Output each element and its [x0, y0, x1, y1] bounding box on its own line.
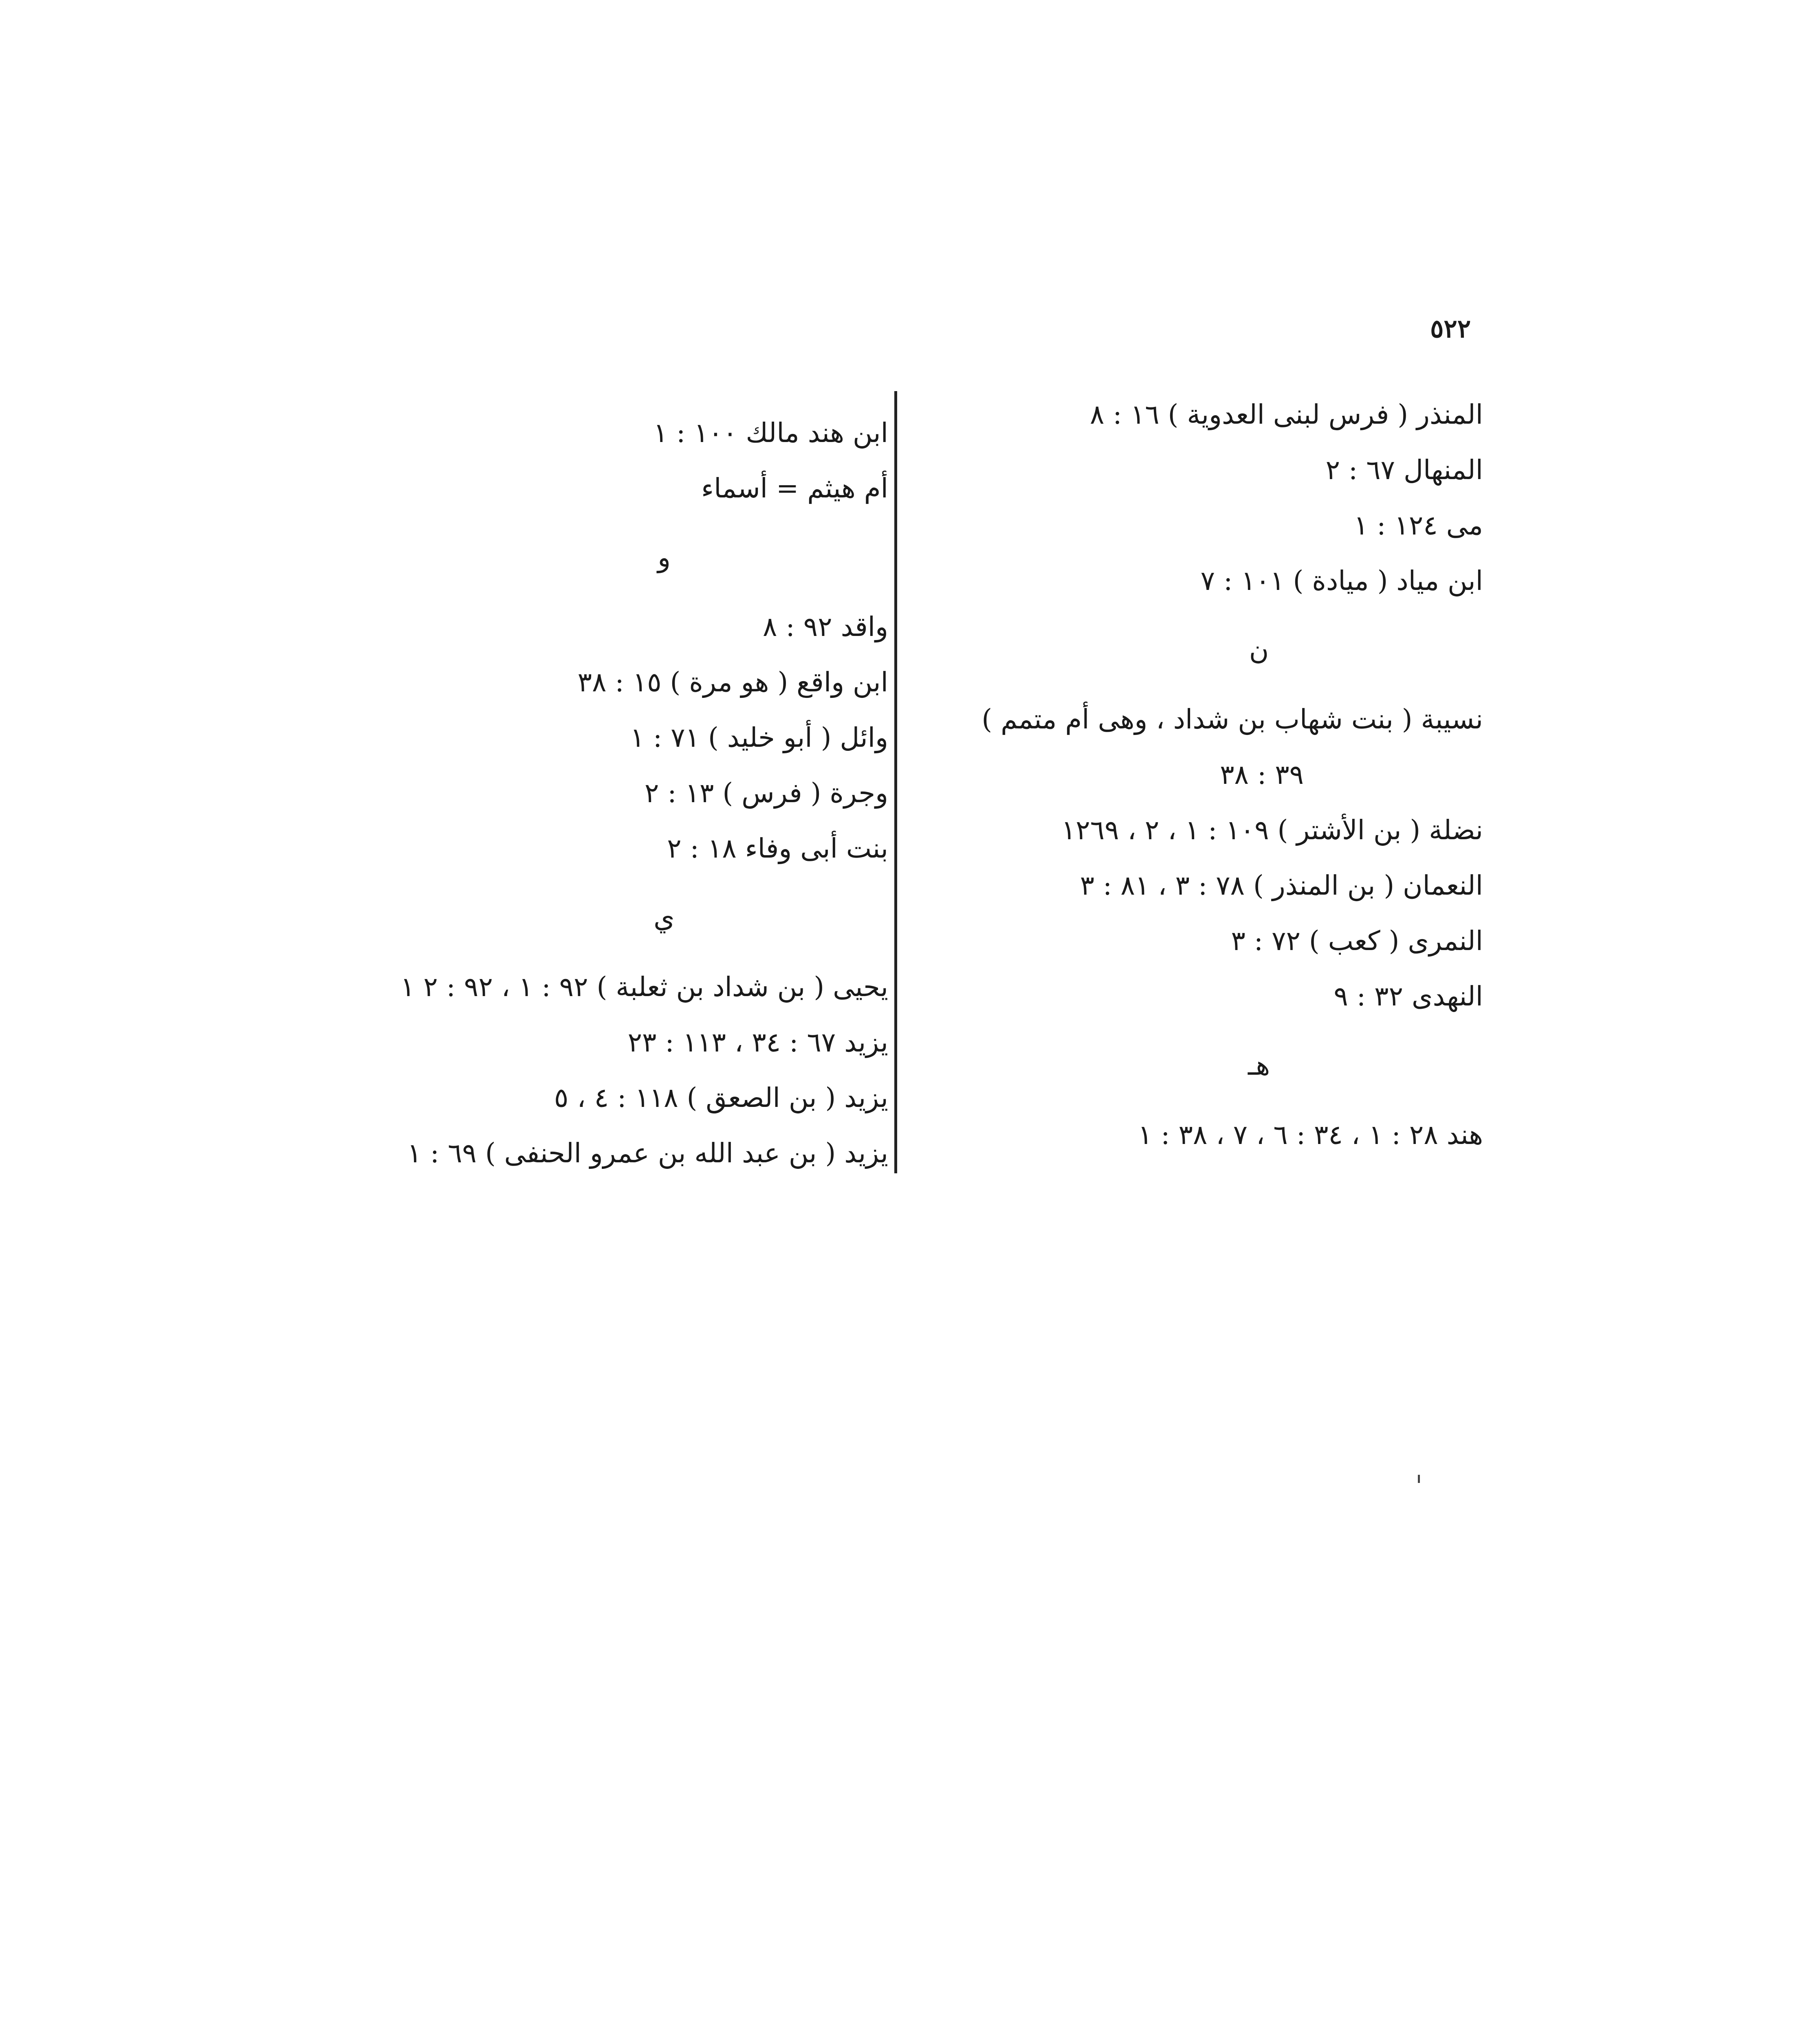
index-entry: هند ٢٨ : ١ ، ٣٤ : ٦ ، ٧ ، ٣٨ : ١	[1138, 1119, 1483, 1150]
stray-mark	[1418, 1475, 1420, 1483]
column-divider	[894, 391, 897, 1173]
section-letter-heading: ي	[654, 902, 675, 933]
index-entry: وائل ( أبو خليد ) ٧١ : ١	[630, 722, 888, 753]
index-column-left	[318, 405, 888, 1181]
index-entry: ابن واقع ( هو مرة ) ١٥ : ٣٨	[577, 667, 888, 698]
index-column-right	[913, 387, 1483, 1163]
index-entry: يزيد ( بن عبد الله بن عمرو الحنفى ) ٦٩ : ١	[407, 1137, 888, 1169]
index-entry: نضلة ( بن الأشتر ) ١٠٩ : ١ ، ٢ ، ١٢٦٩	[1061, 814, 1483, 846]
index-entry: وجرة ( فرس ) ١٣ : ٢	[644, 777, 888, 809]
section-letter-heading: و	[658, 542, 671, 573]
index-entry: النمرى ( كعب ) ٧٢ : ٣	[1231, 925, 1483, 957]
index-entry: النعمان ( بن المنذر ) ٧٨ : ٣ ، ٨١ : ٣	[1080, 870, 1483, 901]
index-entry: واقد ٩٢ : ٨	[763, 611, 888, 642]
index-entry: نسيبة ( بنت شهاب بن شداد ، وهى أم متمم )	[982, 704, 1483, 735]
section-letter-heading: هـ	[1248, 1050, 1270, 1081]
index-entry-continuation: ٣٩ : ٣٨	[1219, 759, 1304, 790]
index-entry: يزيد ( بن الصعق ) ١١٨ : ٤ ، ٥	[554, 1082, 888, 1113]
index-entry: المنهال ٦٧ : ٢	[1325, 454, 1483, 486]
section-letter-heading: ن	[1249, 634, 1269, 666]
index-entry: ابن مياد ( ميادة ) ١٠١ : ٧	[1200, 565, 1483, 596]
index-entry: النهدى ٣٢ : ٩	[1334, 981, 1483, 1012]
index-entry: ابن هند مالك ١٠٠ : ١	[653, 417, 888, 449]
index-entry: بنت أبى وفاء ١٨ : ٢	[667, 833, 888, 864]
page-number: ٥٢٢	[1430, 314, 1471, 343]
index-entry: يزيد ٦٧ : ٣٤ ، ١١٣ : ٢٣	[627, 1027, 888, 1058]
index-entry: المنذر ( فرس لبنى العدوية ) ١٦ : ٨	[1089, 399, 1483, 430]
index-entry: مى ١٢٤ : ١	[1353, 510, 1483, 541]
index-entry: أم هيثم = أسماء	[701, 473, 888, 504]
index-entry: يحيى ( بن شداد بن ثعلبة ) ٩٢ : ١ ، ٩٢ : ٢ ١	[400, 971, 888, 1003]
